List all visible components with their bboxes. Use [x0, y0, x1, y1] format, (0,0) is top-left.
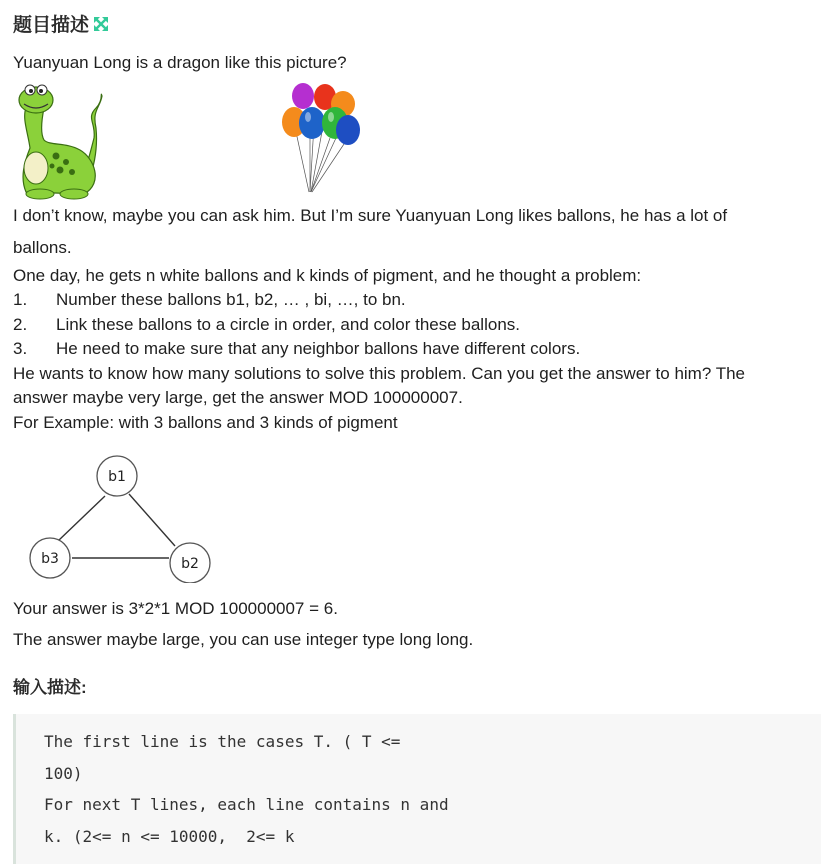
paragraph-line: ballons. — [13, 238, 72, 257]
list-text: Number these ballons b1, b2, … , bi, …, to bn. — [56, 290, 406, 309]
node-label-b3: b3 — [41, 551, 59, 567]
code-block — [13, 714, 821, 864]
dragon-picture — [14, 78, 108, 200]
list-number: 3. — [13, 339, 28, 358]
problem-description-title — [13, 10, 109, 37]
title-text: 题目描述 — [13, 15, 90, 36]
paragraph-line: One day, he gets n white ballons and k kinds of pigment, and he thought a problem: — [13, 266, 642, 285]
paragraph-line: answer maybe very large, get the answer MOD 100000007. — [13, 388, 463, 407]
node-label-b1: b1 — [108, 469, 126, 485]
list-text: He need to make sure that any neighbor ballons have different colors. — [56, 339, 581, 358]
code-line: 100) — [44, 764, 83, 783]
edge-b1-b2 — [129, 494, 175, 546]
edge-b1-b3 — [58, 496, 105, 541]
code-line: k. (2<= n <= 10000, 2<= k — [44, 827, 295, 846]
paragraph-line: For Example: with 3 ballons and 3 kinds of pigment — [13, 413, 398, 432]
expand-arrows-icon[interactable] — [93, 16, 109, 32]
list-item — [13, 314, 520, 336]
ballon-circle-diagram — [20, 448, 220, 583]
list-item — [13, 338, 580, 360]
code-line: For next T lines, each line contains n and — [44, 795, 449, 814]
node-label-b2: b2 — [181, 556, 199, 572]
input-description-heading: 输入描述: — [13, 678, 87, 697]
note-text: The answer maybe large, you can use integer type long long. — [13, 630, 474, 649]
intro-text: Yuanyuan Long is a dragon like this picture? — [13, 53, 347, 72]
list-text: Link these ballons to a circle in order, and color these ballons. — [56, 315, 520, 334]
list-number: 1. — [13, 290, 28, 309]
code-line: The first line is the cases T. ( T <= — [44, 732, 401, 751]
list-item — [13, 289, 406, 311]
balloons-picture — [280, 80, 365, 195]
answer-text: Your answer is 3*2*1 MOD 100000007 = 6. — [13, 599, 338, 618]
paragraph-line: He wants to know how many solutions to solve this problem. Can you get the answer to him? The — [13, 364, 746, 383]
paragraph-line: I don’t know, maybe you can ask him. But I’m sure Yuanyuan Long likes ballons, he has a lot of — [13, 206, 728, 225]
list-number: 2. — [13, 315, 28, 334]
